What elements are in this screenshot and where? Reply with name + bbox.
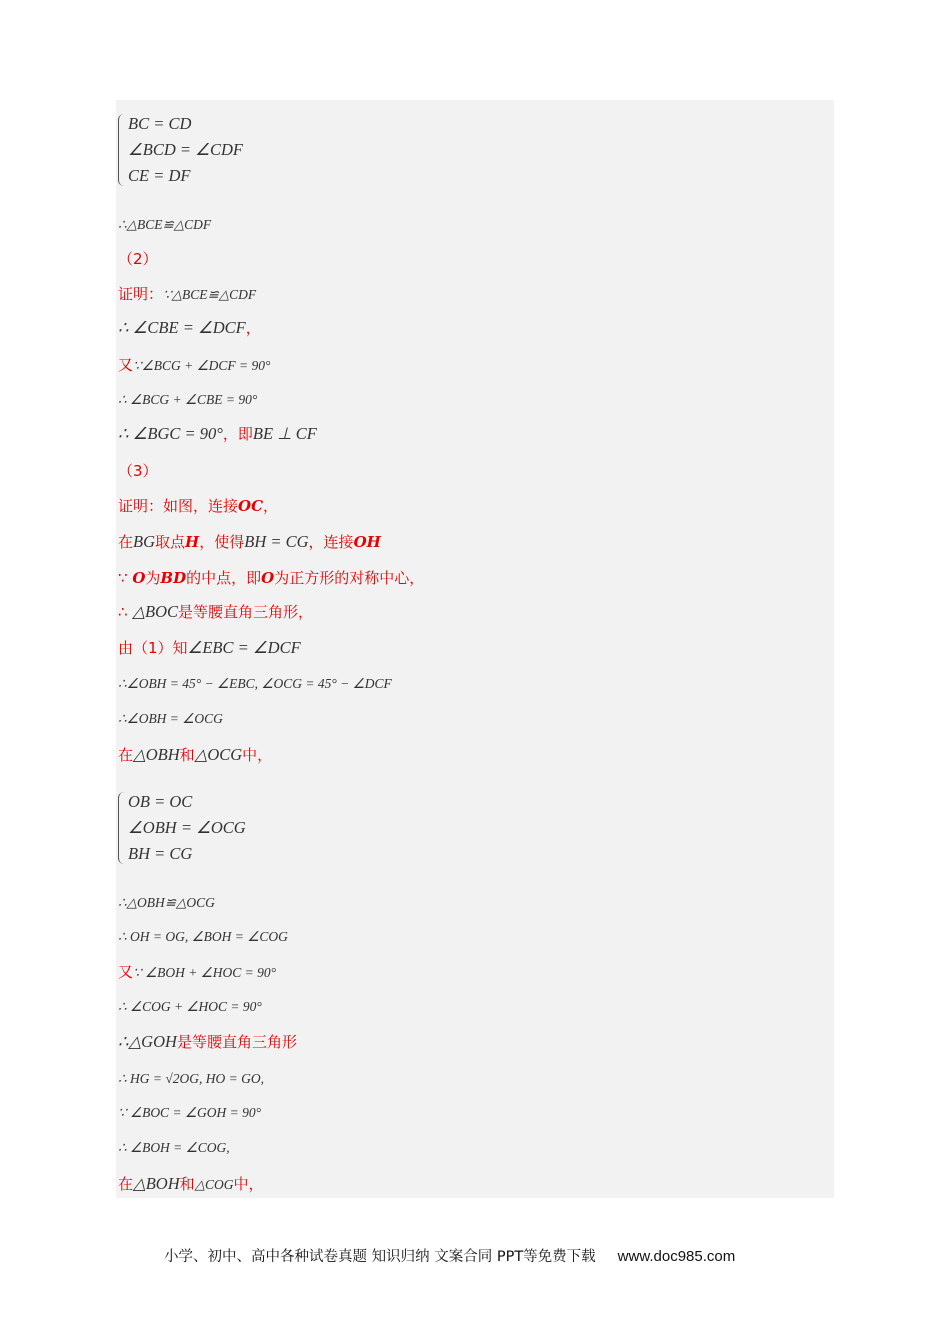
part-3-line-2 <box>118 534 381 551</box>
footer-site-link[interactable]: www.doc985.com <box>617 1248 736 1265</box>
part-4-line-1: ∴△OBH≌△OCG <box>118 895 215 910</box>
part-4-line-6: ∴ HG = √2OG, HO = GO, <box>118 1071 264 1086</box>
text: 为正方形的对称中心， <box>274 569 425 587</box>
text: 为 <box>145 569 161 587</box>
system-1-row-1: BC = CD <box>128 114 192 133</box>
text: 和 <box>179 746 195 764</box>
system-2-row-2: ∠OBH = ∠OCG <box>128 818 246 837</box>
text: 取点 <box>155 533 186 551</box>
part-3-line-3 <box>118 571 424 586</box>
math-expr: BG <box>133 532 156 551</box>
math-expr: △BOH <box>133 1174 180 1193</box>
part-4-line-7: ∵ ∠BOC = ∠GOH = 90° <box>118 1105 262 1120</box>
math-expr: BE ⊥ CF <box>252 424 317 443</box>
text-you: 又 <box>118 356 134 374</box>
part-4-line-2: ∴ OH = OG, ∠BOH = ∠COG <box>118 929 288 944</box>
math-expr: ∵△BCE≌△CDF <box>163 287 257 302</box>
system-1-row-3: CE = DF <box>128 166 191 185</box>
label-h: H <box>185 533 200 551</box>
math-expr: △BOC <box>132 602 179 621</box>
part-3-line-1 <box>118 499 278 514</box>
label-oc: OC <box>238 497 264 515</box>
text: ，连接 <box>308 533 354 551</box>
math-expr: ∵ ∠BOH + ∠HOC = 90° <box>133 965 277 980</box>
math-expr: ∴ ∠BGC = 90° <box>118 424 223 443</box>
math-expr: △OCG <box>194 745 243 764</box>
part-2-line-1 <box>118 286 256 302</box>
text: 的中点，即 <box>186 569 262 587</box>
part-3-line-5 <box>118 640 301 657</box>
congruence-1: ∴△BCE≌△CDF <box>118 217 212 232</box>
left-brace <box>118 792 126 864</box>
text: 中， <box>242 746 273 764</box>
footer-text: 小学、初中、高中各种试卷真题 知识归纳 文案合同 PPT等免费下载 <box>164 1249 596 1265</box>
text: ，使得 <box>199 533 245 551</box>
text: 在 <box>118 533 134 551</box>
text: ∵ <box>118 569 133 587</box>
text: 和 <box>179 1175 195 1193</box>
math-expr: ∵∠BCG + ∠DCF = 90° <box>133 358 271 373</box>
text: 是等腰直角三角形， <box>178 603 314 621</box>
math-expr: BH = CG <box>244 532 309 551</box>
part-4-line-3 <box>118 964 276 980</box>
text: 在 <box>118 746 134 764</box>
text: 由（1）知 <box>118 639 188 657</box>
part-2-line-3 <box>118 357 270 373</box>
part-2-line-5 <box>118 426 317 443</box>
part-3-line-6: ∴∠OBH = 45° − ∠EBC, ∠OCG = 45° − ∠DCF <box>118 676 392 691</box>
proof-label: 证明： <box>118 285 164 303</box>
text: 中， <box>233 1175 264 1193</box>
math-expr: △COG <box>194 1177 234 1192</box>
part-3-line-8 <box>118 747 272 764</box>
math-expr: ∠EBC = ∠DCF <box>187 638 301 657</box>
part-3-line-7: ∴∠OBH = ∠OCG <box>118 711 223 726</box>
part-2-label: （2） <box>118 250 158 268</box>
label-o: O <box>261 569 275 587</box>
part-3-label: （3） <box>118 462 158 480</box>
text: ∴ <box>118 603 133 621</box>
system-2-row-1: OB = OC <box>128 792 193 811</box>
system-1-row-2: ∠BCD = ∠CDF <box>128 140 243 159</box>
math-expr: △OBH <box>133 745 180 764</box>
text: 在 <box>118 1175 134 1193</box>
text-ji: ，即 <box>222 425 253 443</box>
text-you: 又 <box>118 963 134 981</box>
page-footer <box>164 1245 735 1266</box>
punct: ， <box>245 319 261 337</box>
part-4-line-5 <box>118 1034 297 1051</box>
left-brace <box>118 114 126 186</box>
math-expr: ∴△GOH <box>118 1032 177 1051</box>
label-o: O <box>132 569 146 587</box>
part-4-line-8: ∴ ∠BOH = ∠COG, <box>118 1140 230 1155</box>
part-2-line-2 <box>118 320 261 337</box>
part-4-line-9 <box>118 1176 264 1193</box>
system-2-row-3: BH = CG <box>128 844 193 863</box>
punct: ， <box>263 497 279 515</box>
label-bd: BD <box>160 569 187 587</box>
part-3-line-4 <box>118 604 313 621</box>
text: 是等腰直角三角形 <box>176 1033 297 1051</box>
part-2-line-4: ∴ ∠BCG + ∠CBE = 90° <box>118 392 258 407</box>
part-4-line-4: ∴ ∠COG + ∠HOC = 90° <box>118 999 262 1014</box>
label-oh: OH <box>353 533 381 551</box>
text: 证明：如图，连接 <box>118 497 239 515</box>
math-expr: ∴ ∠CBE = ∠DCF <box>118 318 246 337</box>
